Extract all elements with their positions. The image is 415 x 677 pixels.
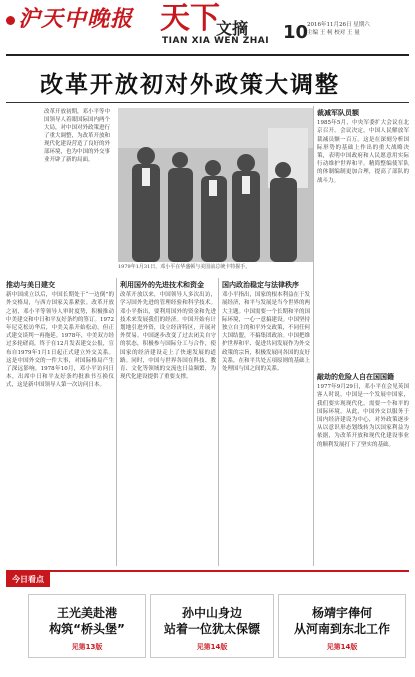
logo-seal-icon <box>6 16 15 25</box>
column-divider <box>313 106 314 566</box>
section-title-english: TIAN XIA WEN ZHAI <box>162 36 270 46</box>
column-divider <box>218 278 219 566</box>
teaser-page-ref: 见第14版 <box>196 643 228 651</box>
headline-rule <box>6 102 409 103</box>
newspaper-logo <box>6 4 156 34</box>
today-highlights-label: 今日看点 <box>6 572 50 587</box>
teaser-page-ref: 见第13版 <box>71 643 103 651</box>
column-subhead: 裁减军队员额 <box>317 109 359 117</box>
photo-caption: 1979年1月31日，邓小平在华盛顿与美国前总统卡特握手。 <box>118 264 251 270</box>
date-line: 2016年11月26日 星期六 <box>307 22 370 28</box>
section-title-small: 文摘 <box>216 19 249 38</box>
column-body: 改革开放以来，中国领导人多次出访，学习国外先进的管理经验和科学技术。邓小平指出，要利用国外的资金和先进技术来发展我们的经济。中国开始有计划地引进外资，设立经济特区，开展对外贸易。中国逐步改变了过去闭关自守的状态，积极参与国际分工与合作，使国家的经济建设走上了快速发展的道路。同时，中国与世界各国在科技、教育、文化等领域的交流也日益频繁，为现代化建设提供了重要支撑。 <box>120 292 216 381</box>
section-masthead <box>160 2 290 52</box>
teaser-box[interactable] <box>278 594 406 658</box>
article-column-4 <box>317 106 409 366</box>
teaser-page-ref: 见第14版 <box>326 643 358 651</box>
editors-line: 主编 王 柯 校对 王 量 <box>307 30 360 36</box>
column-body: 新中国成立以后，中国长期处于“一边倒”的外交格局，与西方国家关系紧张。改革开放之初，邓小平等领导人审时度势，积极推动中美建交和中日和平友好条约的签订。1972年尼克松访华后，中美关系开始松动，但正式建交谈判一再拖延。1978年，中美双方经过多轮磋商，终于在12月发表建交公报，宣布自1979年1月1日起正式建立外交关系。这是中国外交的一件大事，对国际格局产生了深远影响。1978年10月，邓小平访问日本，出席中日和平友好条约批准书互换仪式，这是新中国领导人第一次访问日本。 <box>6 292 114 389</box>
masthead-rule <box>6 54 409 56</box>
article-intro: 改革开放初期，邓小平等中国领导人着眼国际国内两个大局，对中国对外政策进行了重大调整，为改革开放和现代化建设营造了良好的外部环境，也为中国的外交事业开辟了新的局面。 <box>44 109 111 163</box>
column-divider <box>116 278 117 566</box>
article-column-1 <box>6 278 114 566</box>
column-body: 邓小平指出，国家的根本利益在于发展经济，和平与发展是当今世界的两大主题。中国需要一个长期和平的国际环境，一心一意搞建设。中国坚持独立自主的和平外交政策，不同任何大国结盟，不搞集团政治。中国把维护世界和平、促进共同发展作为外交政策的宗旨，积极发展同各国的友好关系，在和平共处五项原则的基础上处理国与国之间的关系。 <box>222 292 310 373</box>
column-subhead: 推动与美日建交 <box>6 281 55 289</box>
section-title-big: 天下 <box>160 1 220 36</box>
article-column-5 <box>317 370 409 566</box>
teaser-title: 王光美赴港 构筑“桥头堡” <box>49 606 125 636</box>
headline: 改革开放初对外政策大调整 <box>40 72 340 98</box>
news-photo-image <box>118 108 314 262</box>
column-subhead: 敲劫的危险人自在国国籍 <box>317 373 394 381</box>
news-photo <box>118 108 314 262</box>
column-body: 1985年5月，中央军委扩大会议在北京召开。会议决定，中国人民解放军裁减员额一百万。这是在深刻分析国际形势的基础上作出的重大战略决策，表明中国政府和人民愿意用实际行动维护世界和平。精简整编使军队的体制编制更加合理，提高了部队的战斗力。 <box>317 120 409 184</box>
page-number: 10 <box>283 22 309 43</box>
column-body: 1977年9月29日，邓小平在会见英国客人时说，中国是一个发展中国家，我们要实现现代化，需要一个和平的国际环境。从此，中国外交以服务于国内经济建设为中心，对外政策逐步从以意识形态划线转为以国家利益为依据，为改革开放和现代化建设事业的顺利发展打下了坚实的基础。 <box>317 384 409 448</box>
teaser-box[interactable] <box>150 594 274 658</box>
teaser-title: 杨靖宇俸何 从河南到东北工作 <box>293 606 390 636</box>
newspaper-logo-text: 沪天中晚报 <box>18 6 134 32</box>
column-subhead: 国内政治稳定与法律秩序 <box>222 281 299 289</box>
article-column-3 <box>222 278 310 566</box>
article-column-2 <box>120 278 216 566</box>
teaser-box[interactable] <box>28 594 146 658</box>
date-info <box>307 21 412 37</box>
teaser-title: 孙中山身边 站着一位犹太保镖 <box>163 606 260 636</box>
column-subhead: 利用国外的先进技术和资金 <box>120 281 204 289</box>
